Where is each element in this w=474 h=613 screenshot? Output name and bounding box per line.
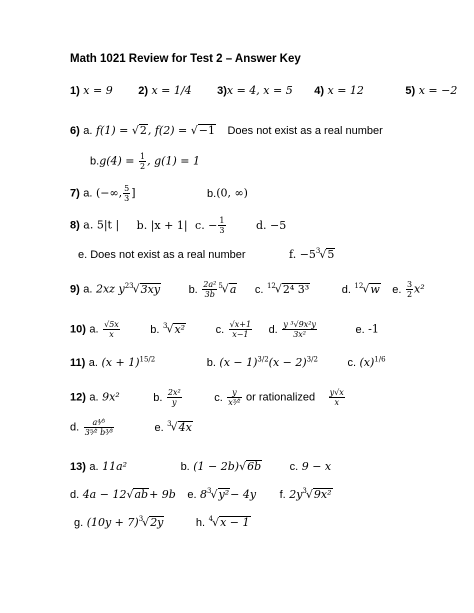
answer-6a: 6) a. f(1) = √2, f(2) = √−1 Does not exist as a real number <box>70 124 383 137</box>
answers-1-5: 1) x = 9 2) x = 1/4 3)x = 4, x = 5 4) x = 12 5) x = −2 <box>70 84 458 97</box>
answer-7: 7) a. (−∞, $\frac{5}{3}$ ] b.(0, ∞) <box>70 184 248 203</box>
answer-10: 10) a. $\frac{√5x}{x}$ b. $^3$√x² c. $\frac{√x+1}{x-1}$ d. $\frac{\text{y ³√9x²y}}{\text{3x²}}$ e. -1 <box>70 320 379 339</box>
answer-6b: b.g(4) = $\frac{1}{2}$ , g(1) = 1 <box>90 152 200 171</box>
page-title: Math 1021 Review for Test 2 – Answer Key <box>70 53 301 65</box>
answer-8-e-f: e. Does not exist as a real number f. $-5^3√5$ <box>78 247 335 261</box>
answer-13-d-f: d. 4a − 12√ab+ 9b e. $8^3√y^2- 4y$ f. $2y^3√9x^2$ <box>70 487 332 501</box>
answer-11: 11) a. $(x + 1)^{15/2}$ b. $(x - 1)^{3/2}(x - 2)^{3/2}$ c. $(x)^{1/6}$ <box>70 355 386 369</box>
answer-13-a-c: 13) a. 11a² b. (1 − 2b)√6b c. 9 − x <box>70 460 332 473</box>
answer-13-g-h: g. $(10y + 7)^3√2y$ h. $^4$√x − 1 <box>74 515 250 529</box>
answer-12-d-e: d. $\frac{\text{a⁴⁄⁵}}{\text{3⁵⁄² b³⁄³}}$ e. $^3$√4x <box>70 418 192 437</box>
answer-12-a-c: 12) a. 9x² b. $\frac{\text{2x²}}{y}$ c. $\frac{y}{\text{x³⁄²}}$ or rationalized $\frac{y√x}{x}$ <box>70 388 344 407</box>
answer-9: 9) a. 2xz $y^{23}√3xy$ b. $\frac{\text{2a²}}{3b}$ $^5$√a c. $^{12}$√2⁴ 3³ d. $^{12}$√w e. $\frac{3}{2}$ x² <box>70 280 425 299</box>
answer-8-a-d: 8) a. 5|t | b. |x + 1| c. − $\frac{1}{3}$ d. −5 <box>70 216 287 235</box>
